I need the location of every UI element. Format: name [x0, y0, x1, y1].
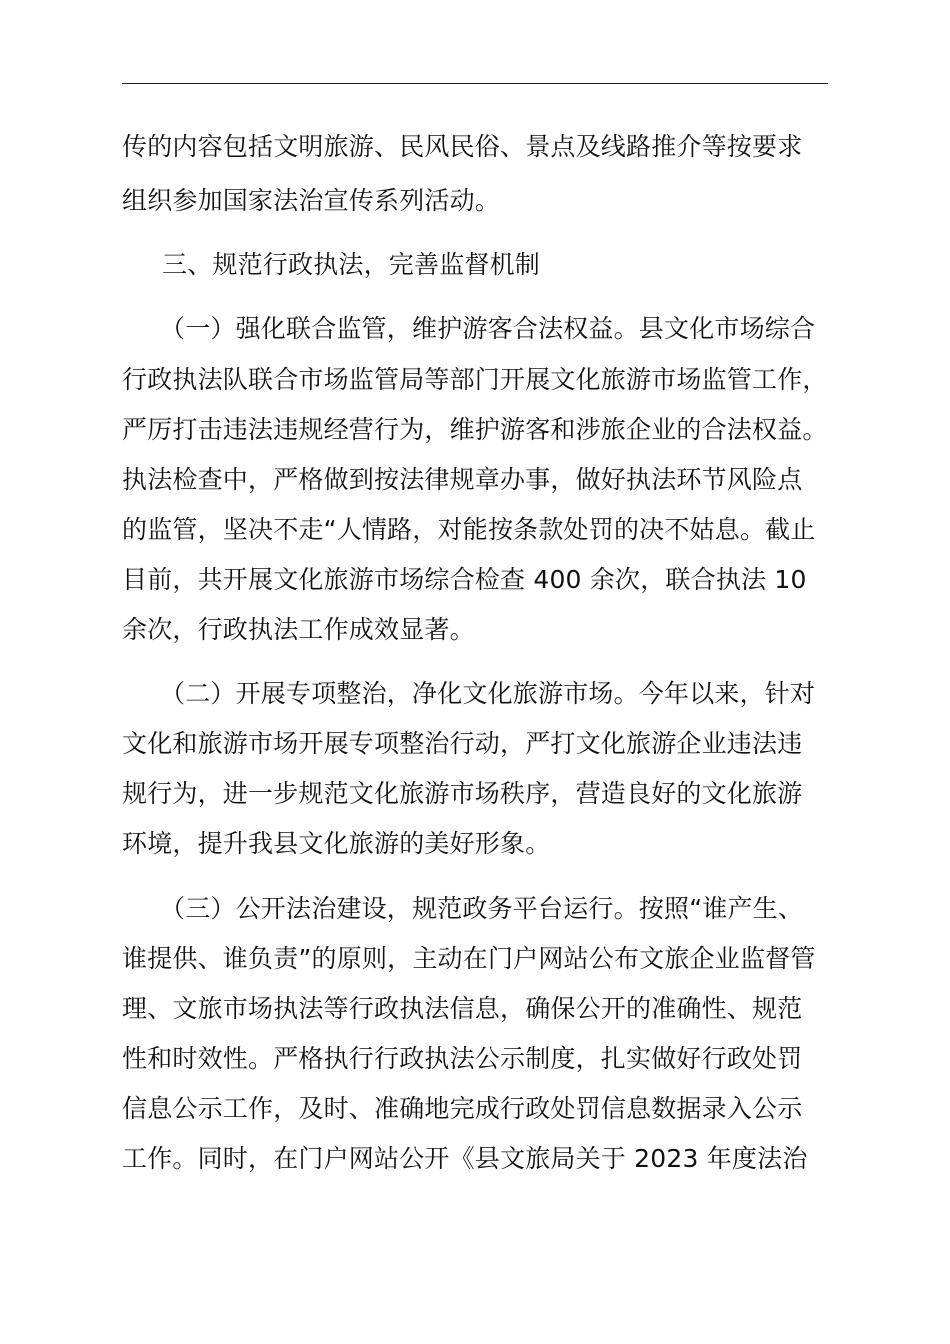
text-line: （三）公开法治建设，规范政务平台运行。按照“谁产生、 — [160, 894, 804, 923]
text-line: 工作。同时，在门户网站公开《县文旅局关于 2023 年度法治 — [122, 1144, 808, 1173]
text-line: 文化和旅游市场开展专项整治行动，严打文化旅游企业违法违 — [122, 729, 803, 758]
section-heading: 三、规范行政执法，完善监督机制 — [162, 250, 541, 279]
header-rule — [122, 83, 828, 84]
text-line: 目前，共开展文化旅游市场综合检查 400 余次，联合执法 10 — [122, 565, 807, 594]
text-line: （一）强化联合监管，维护游客合法权益。县文化市场综合 — [160, 314, 816, 343]
text-line: 组织参加国家法治宣传系列活动。 — [122, 186, 501, 215]
text-line: 严厉打击违法违规经营行为，维护游客和涉旅企业的合法权益。 — [122, 415, 828, 444]
text-line: 行政执法队联合市场监管局等部门开展文化旅游市场监管工作， — [122, 365, 828, 394]
text-line: 谁提供、谁负责”的原则，主动在门户网站公布文旅企业监督管 — [122, 944, 816, 973]
text-line: 的监管，坚决不走“人情路，对能按条款处罚的决不姑息。截止 — [122, 515, 816, 544]
text-line: 传的内容包括文明旅游、民风民俗、景点及线路推介等按要求 — [122, 132, 803, 161]
text-line: 性和时效性。严格执行行政执法公示制度，扎实做好行政处罚 — [122, 1044, 803, 1073]
text-line: 环境，提升我县文化旅游的美好形象。 — [122, 829, 551, 858]
text-line: （二）开展专项整治，净化文化旅游市场。今年以来，针对 — [160, 679, 816, 708]
text-line: 理、文旅市场执法等行政执法信息，确保公开的准确性、规范 — [122, 994, 803, 1023]
text-line: 规行为，进一步规范文化旅游市场秩序，营造良好的文化旅游 — [122, 779, 803, 808]
text-line: 执法检查中，严格做到按法律规章办事，做好执法环节风险点 — [122, 465, 803, 494]
text-line: 信息公示工作，及时、准确地完成行政处罚信息数据录入公示 — [122, 1094, 803, 1123]
text-line: 余次，行政执法工作成效显著。 — [122, 615, 475, 644]
